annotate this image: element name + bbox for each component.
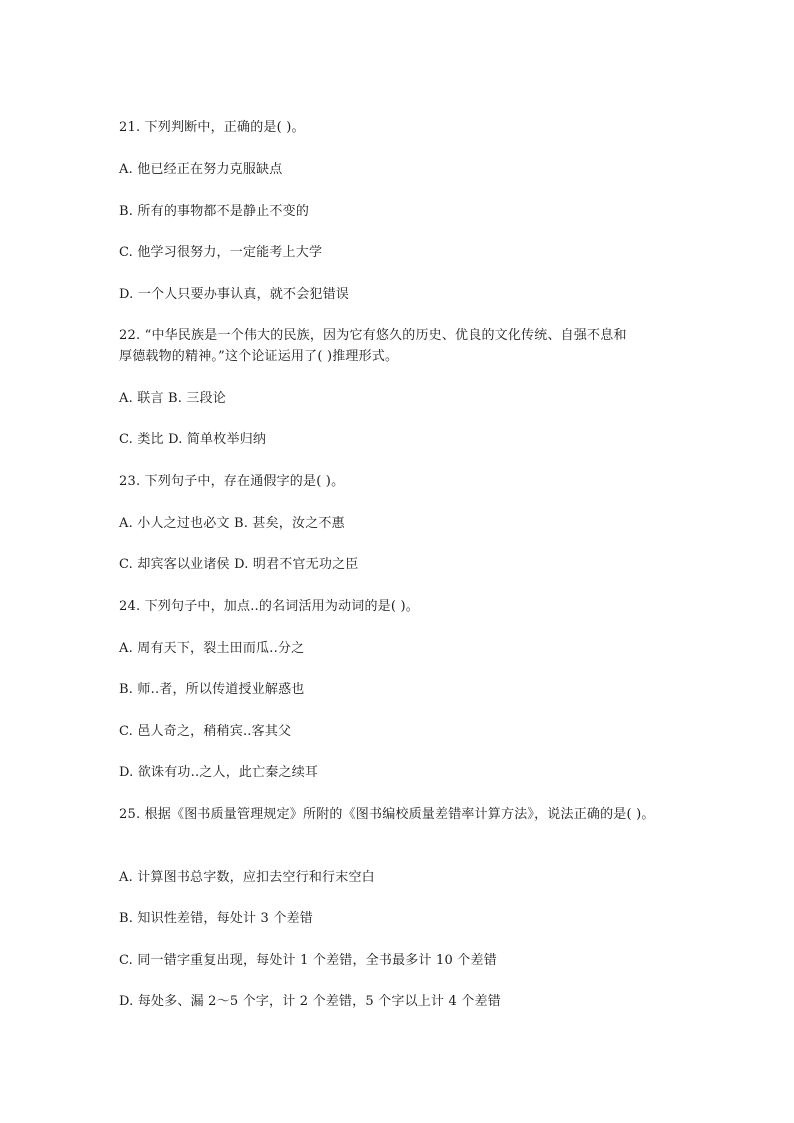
question-25-option-d: D. 每处多、漏 2～5 个字，计 2 个差错，5 个字以上计 4 个差错	[119, 994, 501, 1009]
question-25-stem: 25. 根据《图书质量管理规定》所附的《图书编校质量差错率计算方法》，说法正确的是( )。	[119, 807, 655, 822]
question-22-stem-line-2: 厚德载物的精神。”这个论证运用了( )推理形式。	[119, 349, 399, 364]
question-21-option-d: D. 一个人只要办事认真，就不会犯错误	[119, 287, 350, 302]
question-22-options-cd: C. 类比 D. 简单枚举归纳	[119, 432, 267, 447]
question-22-stem-line-1: 22. “中华民族是一个伟大的民族，因为它有悠久的历史、优良的文化传统、自强不息和	[119, 328, 627, 343]
question-24-option-a: A. 周有天下，裂土田而瓜..分之	[119, 641, 305, 656]
question-23-options-cd: C. 却宾客以业诸侯 D. 明君不官无功之臣	[119, 557, 359, 572]
question-25-option-b: B. 知识性差错，每处计 3 个差错	[119, 911, 313, 926]
question-24-stem: 24. 下列句子中，加点..的名词活用为动词的是( )。	[119, 599, 419, 614]
question-23-options-ab: A. 小人之过也必文 B. 甚矣，汝之不惠	[119, 516, 345, 531]
question-24-option-c: C. 邑人奇之，稍稍宾..客其父	[119, 724, 292, 739]
question-25-option-c: C. 同一错字重复出现，每处计 1 个差错，全书最多计 10 个差错	[119, 953, 497, 968]
question-24-option-d: D. 欲诛有功..之人，此亡秦之续耳	[119, 765, 319, 780]
question-22-options-ab: A. 联言 B. 三段论	[119, 391, 227, 406]
question-21-option-b: B. 所有的事物都不是静止不变的	[119, 204, 310, 219]
question-21-option-a: A. 他已经正在努力克服缺点	[119, 162, 283, 177]
question-21-option-c: C. 他学习很努力，一定能考上大学	[119, 245, 323, 260]
question-25-option-a: A. 计算图书总字数，应扣去空行和行末空白	[119, 870, 375, 885]
question-21-stem: 21. 下列判断中，正确的是( )。	[119, 120, 305, 135]
question-23-stem: 23. 下列句子中，存在通假字的是( )。	[119, 474, 345, 489]
question-24-option-b: B. 师..者，所以传道授业解惑也	[119, 682, 305, 697]
